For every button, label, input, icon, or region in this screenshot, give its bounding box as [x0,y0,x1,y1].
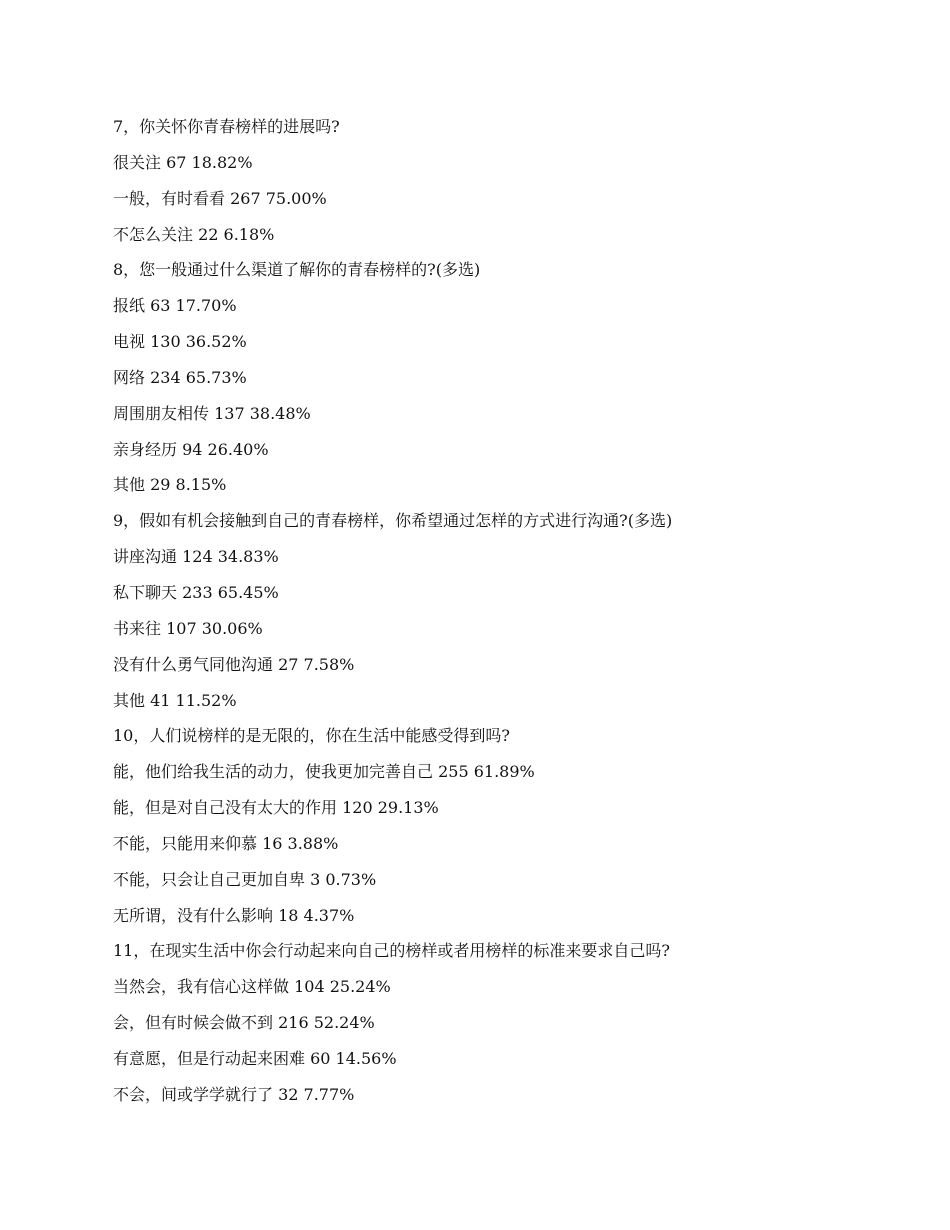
answer-option: 周围朋友相传 137 38.48% [113,403,311,423]
answer-option: 其他 29 8.15% [113,475,227,495]
answer-option: 不能，只会让自己更加自卑 3 0.73% [113,869,377,889]
answer-option: 电视 130 36.52% [113,332,247,352]
answer-option: 会，但有时候会做不到 216 52.24% [113,1013,375,1033]
answer-option: 私下聊天 233 65.45% [113,582,279,602]
answer-option: 讲座沟通 124 34.83% [113,547,279,567]
answer-option: 一般，有时看看 267 75.00% [113,188,327,208]
answer-option: 不能，只能用来仰慕 16 3.88% [113,833,339,853]
answer-option: 很关注 67 18.82% [113,152,253,172]
question-10: 10，人们说榜样的是无限的，你在生活中能感受得到吗? [113,726,510,746]
answer-option: 无所谓，没有什么影响 18 4.37% [113,905,355,925]
question-11: 11，在现实生活中你会行动起来向自己的榜样或者用榜样的标准来要求自己吗? [113,941,670,961]
answer-option: 网络 234 65.73% [113,367,247,387]
answer-option: 能，但是对自己没有太大的作用 120 29.13% [113,798,439,818]
answer-option: 不会，间或学学就行了 32 7.77% [113,1084,355,1104]
answer-option: 书来往 107 30.06% [113,618,263,638]
question-8: 8，您一般通过什么渠道了解你的青春榜样的?(多选) [113,260,481,280]
question-7: 7，你关怀你青春榜样的进展吗? [113,117,340,136]
answer-option: 亲身经历 94 26.40% [113,439,269,459]
answer-option: 报纸 63 17.70% [113,296,237,316]
question-9: 9，假如有机会接触到自己的青春榜样，你希望通过怎样的方式进行沟通?(多选) [113,511,673,531]
answer-option: 其他 41 11.52% [113,690,237,710]
answer-option: 不怎么关注 22 6.18% [113,224,275,244]
answer-option: 当然会，我有信心这样做 104 25.24% [113,977,391,997]
answer-option: 能，他们给我生活的动力，使我更加完善自己 255 61.89% [113,762,535,782]
answer-option: 没有什么勇气同他沟通 27 7.58% [113,654,355,674]
answer-option: 有意愿，但是行动起来困难 60 14.56% [113,1048,397,1068]
survey-results [113,109,913,1113]
